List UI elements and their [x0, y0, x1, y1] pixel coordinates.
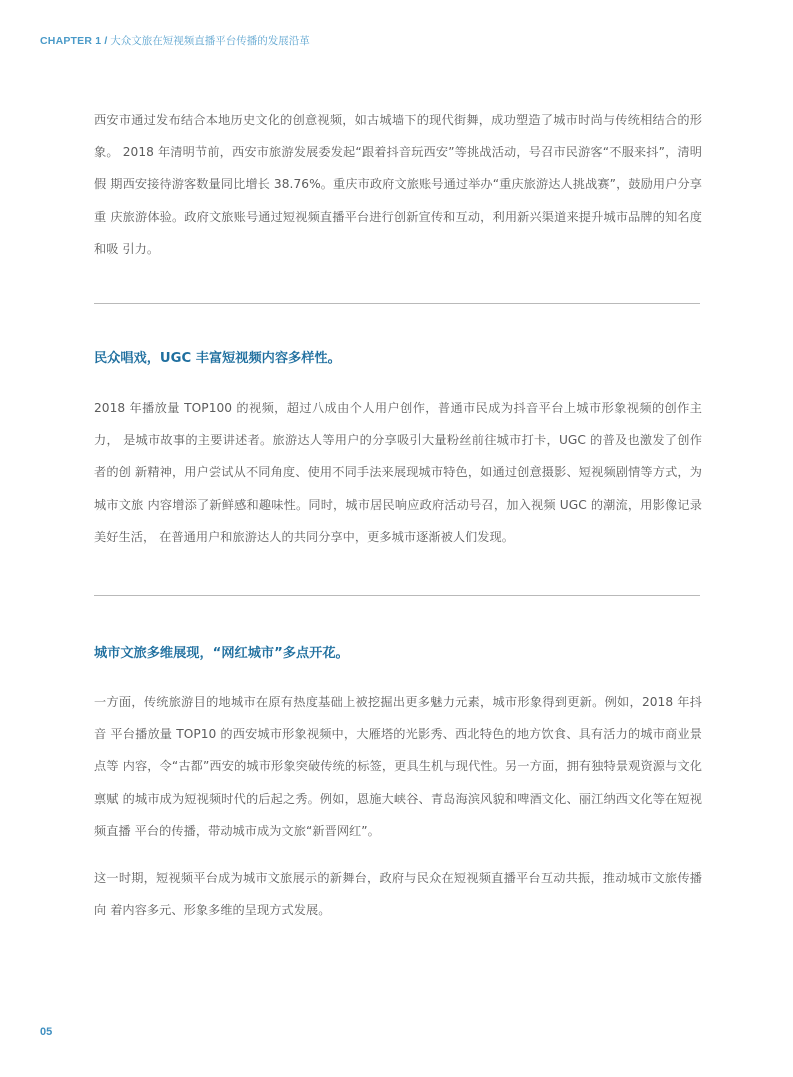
section2-paragraph-2 [94, 862, 702, 926]
section-heading-ugc: 民众唱戏，UGC 丰富短视频内容多样性。 [94, 351, 341, 366]
intro-line: 2018 年清明节前，西安市旅游发展委发起“跟着抖音玩西安”等挑战活动，号召市民游客“不服来抖”，清明假 [94, 145, 702, 192]
intro-line: 庆旅游体验。政府文旅账号通过短视频直播平台进行创新宣传和互动，利用新兴渠道来提升城市品牌的知名度和吸 [94, 209, 702, 256]
section2-text-2 [94, 862, 702, 926]
intro-text [94, 104, 702, 265]
section2-line: 平台的传播，带动城市成为文旅“新晋网红”。 [134, 823, 380, 838]
section2-paragraph-1 [94, 686, 702, 847]
section1-line: 是城市故事的主要讲述者。旅游达人等用户的分享吸引大量粉丝前往城市打卡，UGC 的普及也激发了创作者的创 [94, 433, 702, 480]
section1-paragraph [94, 392, 702, 553]
intro-paragraph [94, 104, 702, 265]
section-divider [94, 595, 700, 596]
page-number: 05 [40, 1026, 53, 1038]
section1-line: 在普通用户和旅游达人的共同分享中，更多城市逐渐被人们发现。 [159, 529, 515, 544]
intro-line: 期西安接待游客数量同比增长 38.76%。重庆市政府文旅账号通过举办“重庆旅游达人挑战赛”，鼓励用户分享重 [94, 177, 702, 224]
section1-text [94, 392, 702, 553]
section-divider [94, 303, 700, 304]
intro-line: 引力。 [122, 241, 160, 256]
section1-line: 2018 年播放量 TOP100 的视频，超过八成由个人用户创作，普通市民成为抖音平台上城市形象视频的创作主力， [94, 401, 702, 448]
section2-line: 内容，令“古都”西安的城市形象突破传统的标签，更具生机与现代性。另一方面，拥有独特景观资源与文化禀赋 [94, 759, 702, 806]
section2-line: 平台播放量 TOP10 的西安城市形象视频中，大雁塔的光影秀、西北特色的地方饮食、具有活力的城市商业景点等 [94, 727, 702, 774]
intro-line: 西安市通过发布结合本地历史文化的创意视频，如古城墙下的现代街舞，成功塑造了城市时尚与传统相结合的形象。 [94, 113, 702, 160]
chapter-label: CHAPTER 1 [40, 35, 102, 47]
section2-line: 这一时期，短视频平台成为城市文旅展示的新舞台，政府与民众在短视频直播平台互动共振，推动城市文旅传播向 [94, 871, 702, 918]
section-heading-city: 城市文旅多维展现，“网红城市”多点开花。 [94, 646, 349, 661]
section1-line: 新精神，用户尝试从不同角度、使用不同手法来展现城市特色，如通过创意摄影、短视频剧情等方式，为城市文旅 [94, 465, 702, 512]
section2-line: 一方面，传统旅游目的地城市在原有热度基础上被挖掘出更多魅力元素，城市形象得到更新。例如，2018 年抖音 [94, 695, 702, 742]
section2-line: 的城市成为短视频时代的后起之秀。例如，恩施大峡谷、青岛海滨风貌和啤酒文化、丽江纳西文化等在短视频直播 [94, 791, 702, 838]
section1-line: 内容增添了新鲜感和趣味性。同时，城市居民响应政府活动号召，加入视频 UGC 的潮流，用影像记录美好生活， [94, 497, 702, 544]
section2-text-1 [94, 686, 702, 847]
section2-line: 着内容多元、形象多维的呈现方式发展。 [110, 903, 331, 918]
running-header [40, 34, 310, 48]
header-separator: / [104, 35, 108, 47]
chapter-title: 大众文旅在短视频直播平台传播的发展沿革 [110, 35, 310, 47]
